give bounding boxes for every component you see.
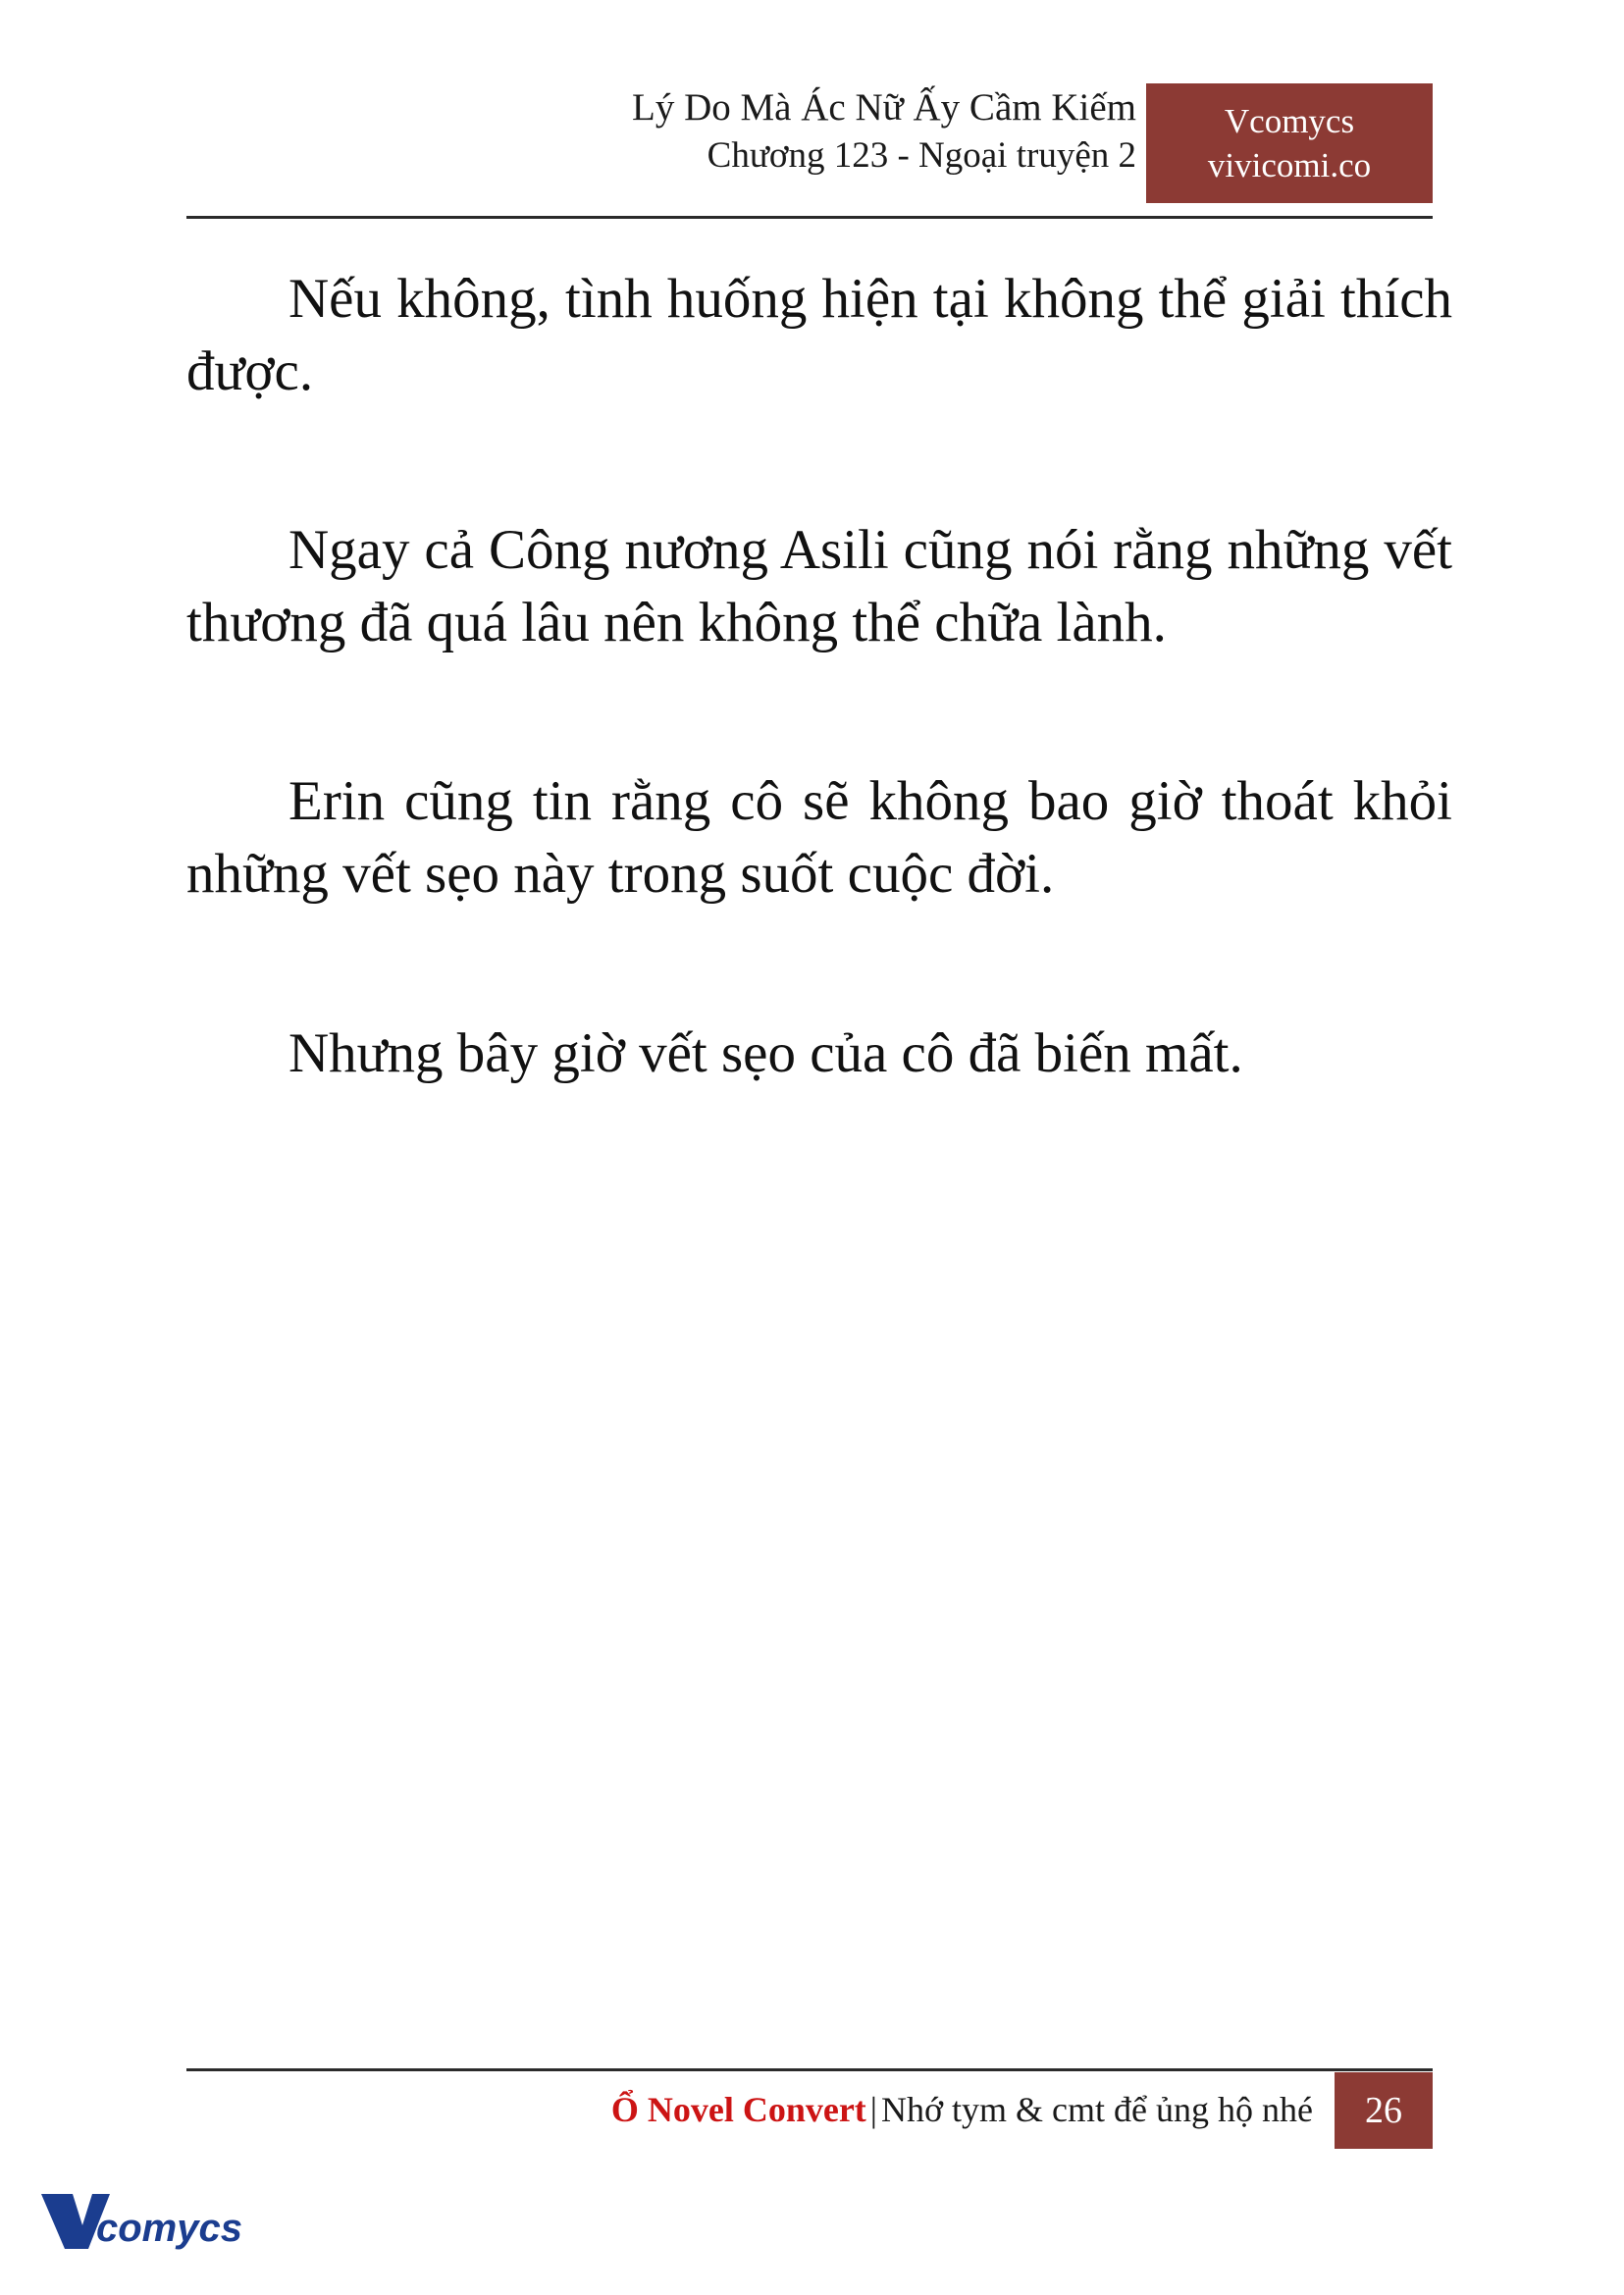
paragraph: Erin cũng tin rằng cô sẽ không bao giờ thoát khỏi những vết sẹo này trong suốt cuộc đời.: [186, 770, 1452, 906]
site-badge: [1146, 83, 1433, 203]
paragraph: Nếu không, tình huống hiện tại không thể giải thích được.: [186, 268, 1452, 403]
site-badge-url: vivicomi.co: [1207, 146, 1372, 184]
site-badge-name: Vcomycs: [1224, 101, 1355, 140]
vcomycs-watermark-logo: [37, 2186, 263, 2257]
header-title-block: [632, 83, 1136, 179]
page-footer: [186, 2068, 1433, 2157]
footer-credit: [611, 2089, 1313, 2132]
svg-text:comycs: comycs: [96, 2207, 242, 2250]
page-header: [186, 83, 1433, 221]
page-content: [186, 263, 1452, 1090]
header-divider: [186, 216, 1433, 219]
novel-title: Lý Do Mà Ác Nữ Ấy Cầm Kiếm: [632, 86, 1136, 129]
page-number: 26: [1335, 2072, 1433, 2149]
footer-brand: Ổ Novel Convert: [610, 2090, 866, 2129]
footer-content: [186, 2071, 1433, 2150]
paragraph: Nhưng bây giờ vết sẹo của cô đã biến mất.: [288, 1021, 1243, 1084]
paragraph: Ngay cả Công nương Asili cũng nói rằng những vết thương đã quá lâu nên không thể chữa lành.: [186, 519, 1452, 654]
footer-separator: |: [869, 2090, 878, 2129]
footer-note: Nhớ tym & cmt để ủng hộ nhé: [881, 2090, 1313, 2129]
chapter-title: Chương 123 - Ngoại truyện 2: [707, 134, 1136, 176]
